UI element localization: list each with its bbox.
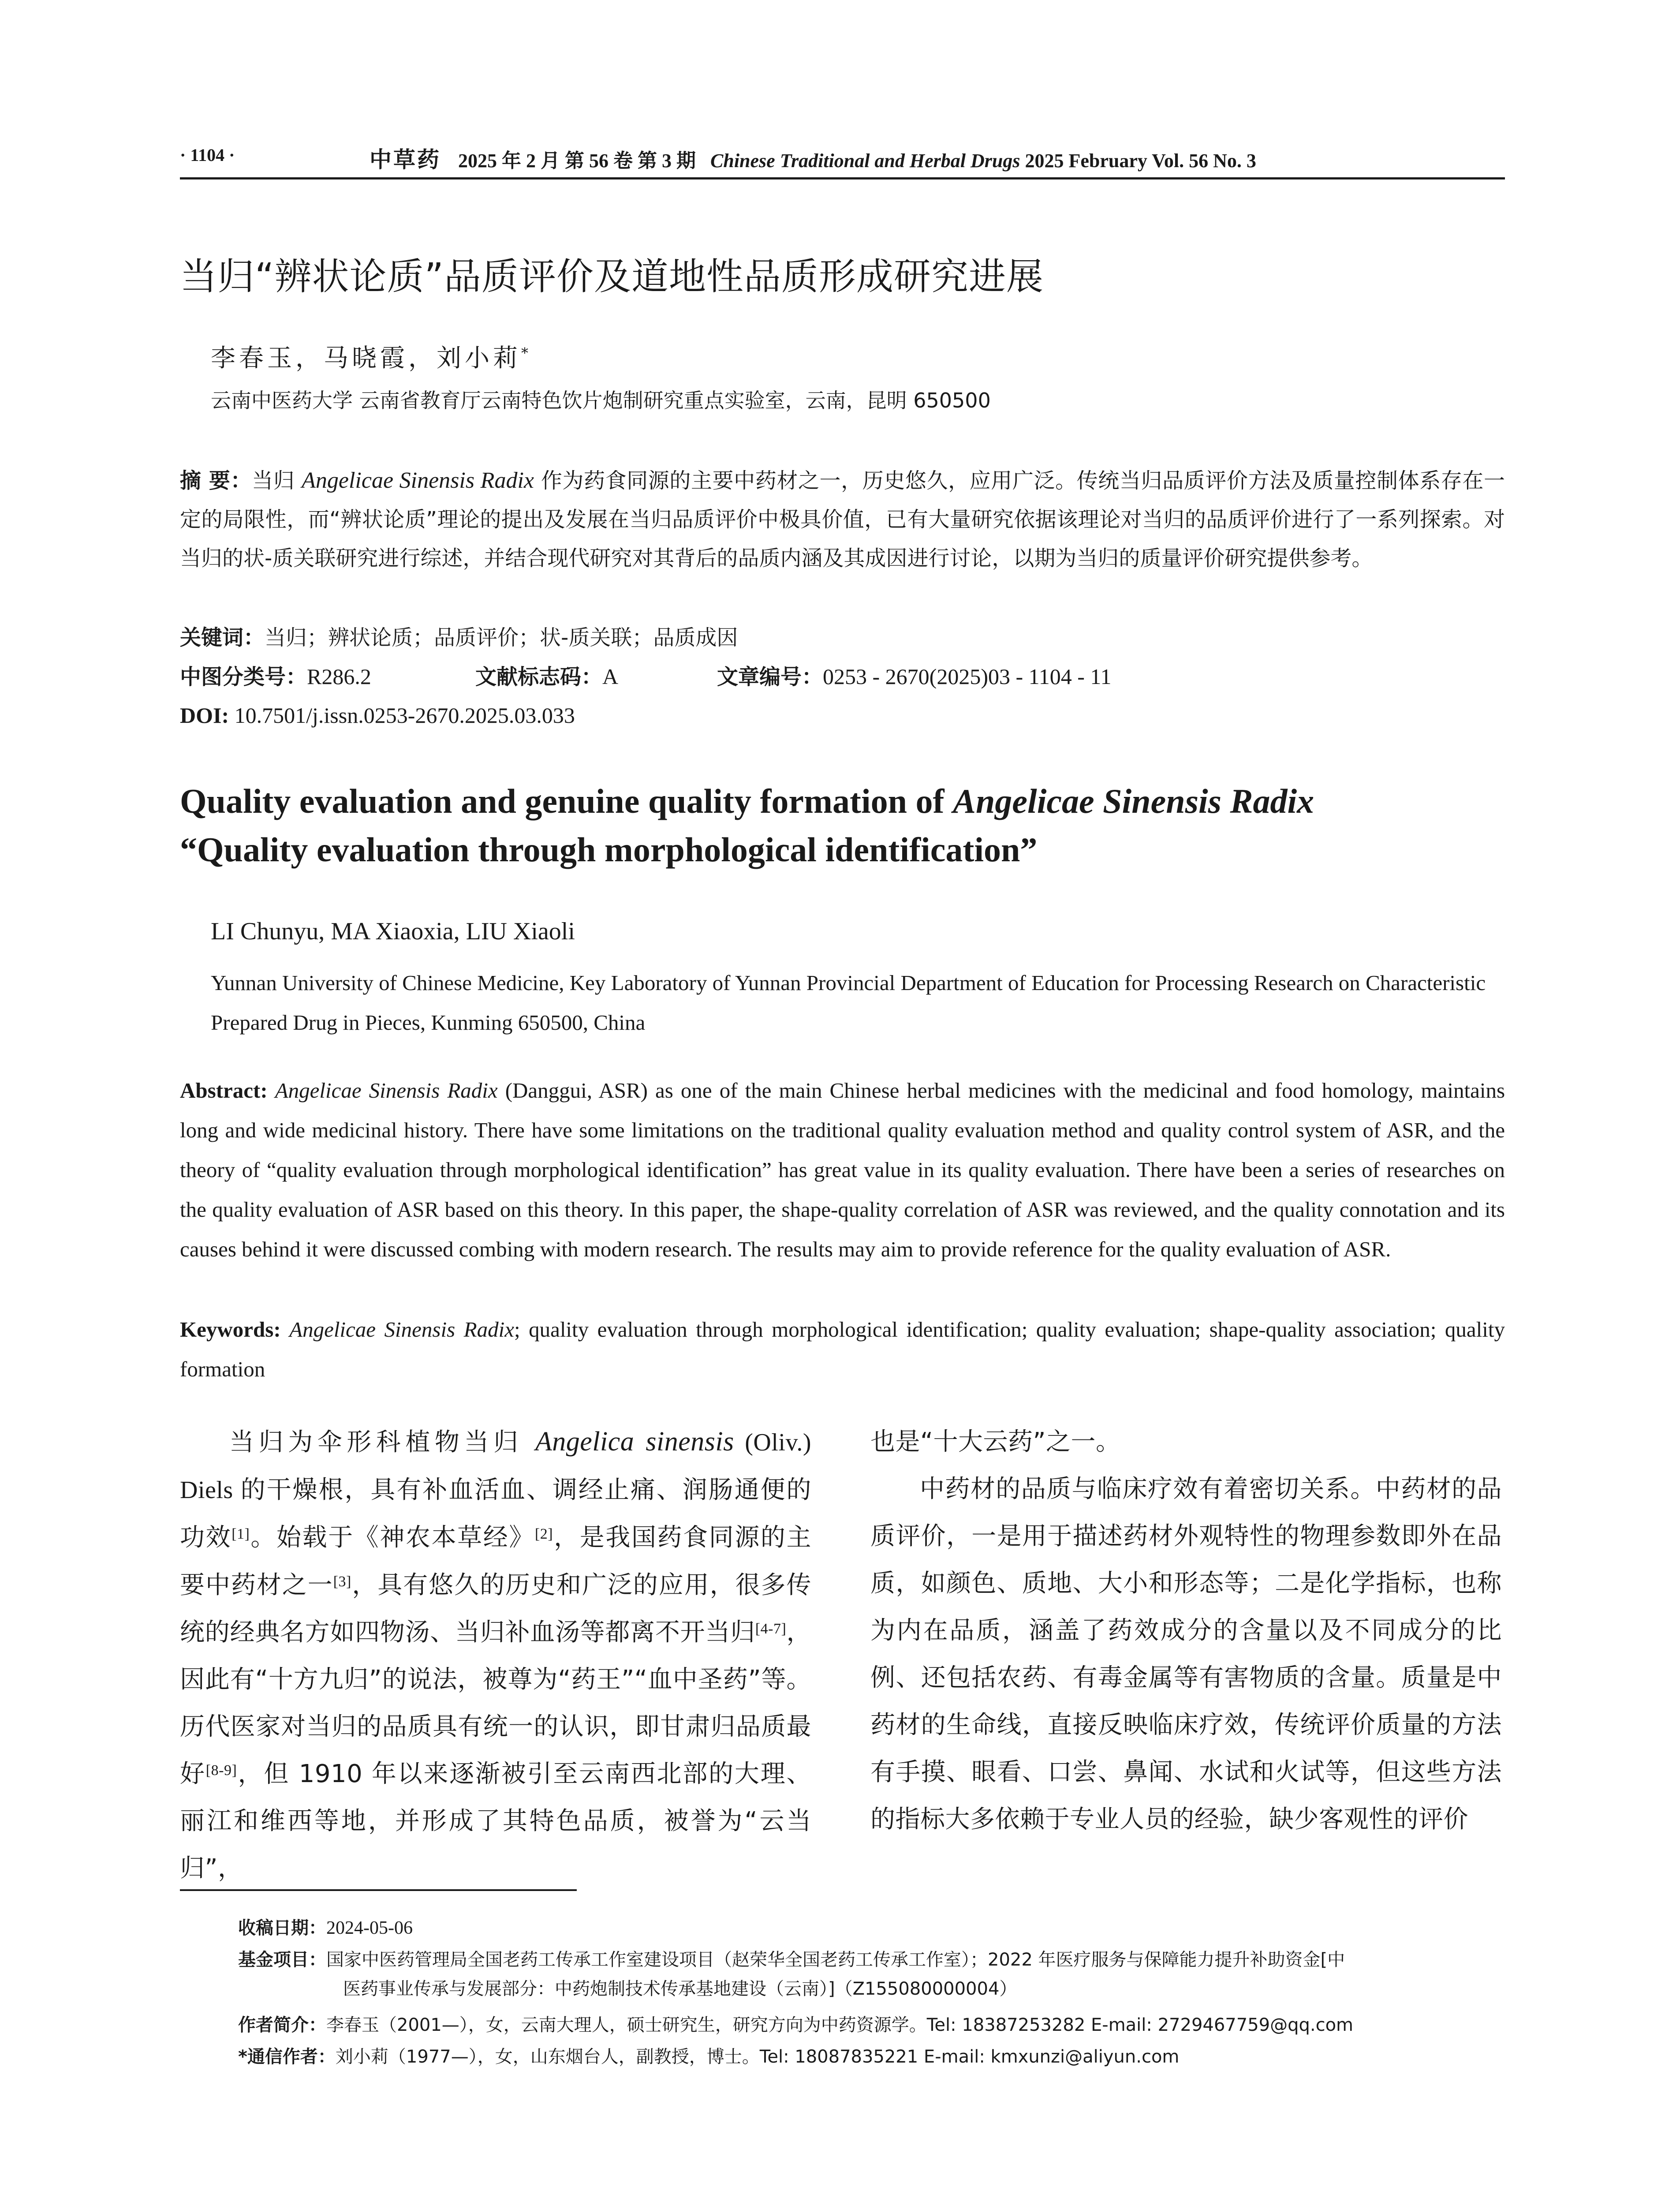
citation-4[interactable]: [4-7] [755, 1621, 787, 1637]
article-title-cn: 当归“辨状论质”品质评价及道地性品质形成研究进展 [180, 255, 1044, 298]
abstract-text-en: (Danggui, ASR) as one of the main Chinese herbal medicines with the medicinal and food homology, maintains long and wide medicinal history. There have some limitations on the traditional quality evaluation method and quality control system of ASR, and the theory of “quality evaluation through morphological identification” has great value in its quality evaluation. There have been a series of researches on the quality evaluation of ASR based on this theory. In this paper, the shape-quality correlation of ASR was reviewed, and the quality connotation and its causes behind it were discussed combing with modern research. The results may aim to provide reference for the quality evaluation of ASR. [180, 1078, 1505, 1261]
body-paragraph-2: 中药材的品质与临床疗效有着密切关系。中药材的品质评价，一是用于描述药材外观特性的物理参数即外在品质，如颜色、质地、大小和形态等；二是化学指标，也称为内在品质，涵盖了药效成分的含量以及不同成分的比例、还包括农药、有毒金属等有害物质的含量。质量是中药材的生命线，直接反映临床疗效，传统评价质量的方法有手摸、眼看、口尝、鼻闻、水试和火试等，但这些方法的指标大多依赖于专业人员的经验，缺少客观性的评价 [870, 1475, 1502, 1834]
abstract-latin-en: Angelicae Sinensis Radix [275, 1078, 498, 1102]
doi-label: DOI: [180, 703, 229, 728]
keywords-text-en: ; quality evaluation through morphological identification; quality evaluation; shape-quality association; quality formation [180, 1317, 1505, 1381]
received-date: 2024-05-06 [326, 1918, 413, 1938]
clc-field [180, 657, 371, 696]
title-en-part2: “Quality evaluation through morphological identification” [180, 830, 1038, 869]
running-header [180, 142, 1505, 179]
funding-label: 基金项目： [238, 1950, 326, 1970]
author-bio: 李春玉（2001—），女，云南大理人，硕士研究生，研究方向为中药资源学。Tel: 18387253282 E-mail: 2729467759@qq.com [326, 2015, 1354, 2035]
clc-value: R286.2 [307, 664, 371, 689]
keywords-label-en: Keywords: [180, 1317, 281, 1342]
article-no-field [717, 657, 1112, 696]
corresponding-mark: * [521, 344, 528, 362]
corresponding-bio: 刘小莉（1977—），女，山东烟台人，副教授，博士。Tel: 18087835221 E-mail: kmxunzi@aliyun.com [335, 2047, 1180, 2067]
funding-text-line1: 国家中医药管理局全国老药工传承工作室建设项目（赵荣华全国老药工传承工作室）；2022 年医疗服务与保障能力提升补助资金[中 [326, 1950, 1345, 1970]
citation-2[interactable]: [2] [534, 1526, 553, 1542]
keywords-en [180, 1310, 1505, 1389]
corresponding-label: *通信作者： [238, 2047, 336, 2067]
p1-text-g: ，但 1910 年以来逐渐被引至云南西北部的大理、丽江和维西等地，并形成了其特色品质，被誉为“云当归”， [180, 1760, 811, 1883]
doc-code-field [475, 657, 618, 696]
title-en-part1: Quality evaluation and genuine quality formation of [180, 782, 953, 820]
authors-en: LI Chunyu, MA Xiaoxia, LIU Xiaoli [211, 918, 575, 945]
p1-text-b: (Oliv.) Diels 的干燥根，具有补血活血、调经止痛、润肠通便的功效 [180, 1429, 811, 1551]
article-no-label: 文章编号： [717, 665, 823, 689]
author-label: 作者简介： [238, 2015, 326, 2035]
keywords-latin-en: Angelicae Sinensis Radix [289, 1317, 514, 1342]
footnote-funding-continued: 医药事业传承与发展部分：中药炮制技术传承基地建设（云南）]（Z155080000004） [343, 1979, 1017, 1999]
body-paragraph-1 [180, 1418, 811, 1892]
classification-row [180, 657, 1505, 696]
citation-3[interactable]: [3] [333, 1573, 351, 1590]
doi-row [180, 696, 575, 735]
footnote-funding [238, 1946, 1345, 1974]
abstract-text-cn-b: 作为药食同源的主要中药材之一，历史悠久，应用广泛。传统当归品质评价方法及质量控制体系存在一定的局限性，而“辨状论质”理论的提出及发展在当归品质评价中极具价值，已有大量研究依据该理论对当归的品质评价进行了一系列探索。对当归的状-质关联研究进行综述，并结合现代研究对其背后的品质内涵及其成因进行讨论，以期为当归的质量评价研究提供参考。 [180, 468, 1505, 571]
abstract-label-cn: 摘 要： [180, 468, 252, 493]
doc-code-label: 文献标志码： [475, 665, 603, 689]
received-label: 收稿日期： [238, 1918, 326, 1938]
citation-5[interactable]: [8-9] [205, 1762, 237, 1779]
p1-text-a: 当归为伞形科植物当归 [229, 1428, 535, 1457]
abstract-en [180, 1071, 1505, 1269]
body-paragraph-1-continued: 也是“十大云药”之一。 [870, 1428, 1121, 1456]
doc-code-value: A [602, 664, 619, 689]
footnote-author [238, 2011, 1353, 2039]
abstract-text-cn-a: 当归 [252, 468, 302, 493]
citation-1[interactable]: [1] [231, 1526, 250, 1542]
keywords-text-cn: 当归；辨状论质；品质评价；状-质关联；品质成因 [265, 625, 738, 650]
clc-label: 中图分类号： [180, 665, 307, 689]
issue-en: 2025 February Vol. 56 No. 3 [1025, 150, 1256, 172]
p1-text-e: ，具有悠久的历史和广泛的应用，很多传统的经典名方如四物汤、当归补血汤等都离不开当归 [180, 1571, 812, 1647]
authors-cn [211, 339, 528, 374]
journal-name-cn: 中草药 [370, 146, 441, 172]
abstract-cn [180, 461, 1505, 578]
p1-text-f: ，因此有“十方九归”的说法，被尊为“药王”“血中圣药”等。历代医家对当归的品质具有统一的认识，即甘肃归品质最好 [180, 1618, 812, 1788]
body-column-left [180, 1418, 811, 1892]
title-en-latin: Angelicae Sinensis Radix [953, 782, 1314, 820]
journal-name-en: Chinese Traditional and Herbal Drugs [710, 150, 1020, 172]
doi-value: 10.7501/j.issn.0253-2670.2025.03.033 [229, 703, 575, 728]
footnote-divider [180, 1889, 577, 1891]
article-no-value: 0253 - 2670(2025)03 - 1104 - 11 [823, 664, 1112, 689]
article-title-en [180, 777, 1505, 874]
author-names-cn: 李春玉，马晓霞，刘小莉 [211, 344, 521, 373]
footnote-received [238, 1914, 413, 1942]
abstract-latin-cn: Angelicae Sinensis Radix [302, 468, 534, 493]
p1-text-c: 。始载于《神农本草经》 [250, 1523, 535, 1552]
journal-line [370, 142, 1256, 174]
affiliation-en: Yunnan University of Chinese Medicine, Key Laboratory of Yunnan Provincial Department of Education for Processing Research on Characteristic Prepared Drug in Pieces, Kunming 650500, China [211, 971, 1486, 1035]
p1-text-d: ，是我国药食同源的主要中药材之一 [180, 1523, 812, 1600]
body-column-right [870, 1418, 1502, 1843]
issue-cn: 2025 年 2 月 第 56 卷 第 3 期 [458, 150, 696, 172]
footnote-corresponding [238, 2043, 1179, 2071]
affiliation-cn: 云南中医药大学 云南省教育厅云南特色饮片炮制研究重点实验室，云南，昆明 650500 [211, 389, 991, 412]
keywords-cn [180, 618, 738, 657]
p1-latin: Angelica sinensis [535, 1427, 734, 1457]
abstract-label-en: Abstract: [180, 1078, 268, 1102]
keywords-label-cn: 关键词： [180, 625, 265, 650]
page-number: · 1104 · [180, 145, 235, 165]
